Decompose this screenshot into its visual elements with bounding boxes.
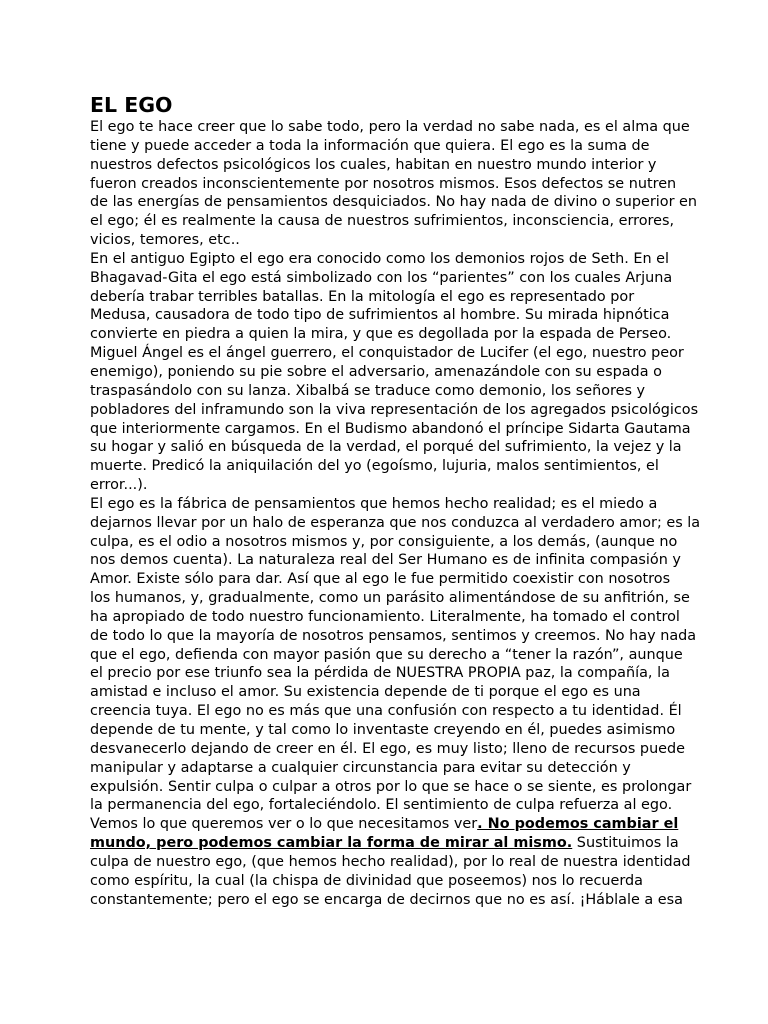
text-line: culpa, es el odio a nosotros mismos y, por consiguiente, a los demás, (aunque no — [90, 533, 678, 550]
text-line: En el antiguo Egipto el ego era conocido como los demonios rojos de Seth. En el — [90, 250, 670, 267]
plain-text: Vemos lo que queremos ver o lo que necesitamos ver — [90, 816, 478, 833]
mixed-emphasis-line — [90, 815, 690, 834]
text-line: Medusa, causadora de todo tipo de sufrimientos al hombre. Su mirada hipnótica — [90, 307, 670, 324]
text-line: vicios, temores, etc.. — [90, 232, 240, 249]
text-line: traspasándolo con su lanza. Xibalbá se traduce como demonio, los señores y — [90, 382, 646, 399]
text-line: constantemente; pero el ego se encarga de decirnos que no es así. ¡Háblale a esa — [90, 891, 683, 908]
text-line: pobladores del inframundo son la viva representación de los agregados psicológicos — [90, 401, 699, 418]
text-line: dejarnos llevar por un halo de esperanza que nos conduzca al verdadero amor; es la — [90, 514, 701, 531]
text-line: los humanos, y, gradualmente, como un parásito alimentándose de su anfitrión, se — [90, 590, 690, 607]
text-line: expulsión. Sentir culpa o culpar a otros por lo que se hace o se siente, es prolongar — [90, 778, 692, 795]
document-page — [90, 93, 701, 909]
text-line: fueron creados inconscientemente por nosotros mismos. Esos defectos se nutren — [90, 175, 677, 192]
text-line: que el ego, defienda con mayor pasión que su derecho a “tener la razón”, aunque — [90, 646, 683, 663]
emphasized-text: . No podemos cambiar el — [477, 816, 679, 833]
text-line: nos demos cuenta). La naturaleza real del Ser Humano es de infinita compasión y — [90, 552, 681, 569]
paragraph-2 — [90, 250, 699, 495]
text-line: que interiormente cargamos. En el Budismo abandonó el príncipe Sidarta Gautama — [90, 420, 691, 437]
text-line: tiene y puede acceder a toda la información que quiera. El ego es la suma de — [90, 137, 650, 154]
text-line: convierte en piedra a quien la mira, y que es degollada por la espada de Perseo. — [90, 326, 672, 343]
text-line: error...). — [90, 477, 148, 494]
text-line: de todo lo que la mayoría de nosotros pensamos, sentimos y creemos. No hay nada — [90, 627, 697, 644]
text-line: amistad e incluso el amor. Su existencia depende de ti porque el ego es una — [90, 684, 641, 701]
text-line: Bhagavad-Gita el ego está simbolizado con los “parientes” con los cuales Arjuna — [90, 269, 673, 286]
text-line: desvanecerlo dejando de creer en él. El ego, es muy listo; lleno de recursos puede — [90, 740, 686, 757]
text-line: enemigo), poniendo su pie sobre el adversario, amenazándole con su espada o — [90, 363, 662, 380]
text-line: creencia tuya. El ego no es más que una confusión con respecto a tu identidad. Él — [90, 703, 682, 720]
text-line: como espíritu, la cual (la chispa de divinidad que poseemos) nos lo recuerda — [90, 872, 643, 889]
text-line: Amor. Existe sólo para dar. Así que al ego le fue permitido coexistir con nosotros — [90, 571, 671, 588]
text-line: nuestros defectos psicológicos los cuales, habitan en nuestro mundo interior y — [90, 156, 657, 173]
text-line: su hogar y salió en búsqueda de la verdad, el porqué del sufrimiento, la vejez y la — [90, 439, 682, 456]
mixed-emphasis-line — [90, 834, 690, 853]
text-line: El ego es la fábrica de pensamientos que hemos hecho realidad; es el miedo a — [90, 495, 658, 512]
text-line: el ego; él es realmente la causa de nuestros sufrimientos, inconsciencia, errores, — [90, 213, 675, 230]
text-line: Miguel Ángel es el ángel guerrero, el conquistador de Lucifer (el ego, nuestro peor — [90, 345, 684, 362]
paragraph-1 — [90, 118, 698, 250]
text-line: depende de tu mente, y tal como lo inventaste creyendo en él, puedes asimismo — [90, 722, 676, 738]
text-line: la permanencia del ego, fortaleciéndolo. El sentimiento de culpa refuerza al ego. — [90, 797, 673, 814]
text-line: muerte. Predicó la aniquilación del yo (egoísmo, lujuria, malos sentimientos, el — [90, 458, 659, 475]
text-line: ha apropiado de todo nuestro funcionamiento. Literalmente, ha tomado el control — [90, 608, 680, 625]
text-line: manipular y adaptarse a cualquier circunstancia para evitar su detección y — [90, 759, 631, 776]
text-line: debería trabar terribles batallas. En la mitología el ego es representado por — [90, 288, 635, 305]
emphasized-text: mundo, pero podemos cambiar la forma de mirar al mismo. — [90, 835, 573, 852]
paragraph-3 — [90, 495, 701, 910]
text-line: de las energías de pensamientos desquiciados. No hay nada de divino o superior en — [90, 194, 698, 211]
text-line: El ego te hace creer que lo sabe todo, pero la verdad no sabe nada, es el alma que — [90, 119, 690, 135]
text-line: el precio por ese triunfo sea la pérdida de NUESTRA PROPIA paz, la compañía, la — [90, 665, 670, 682]
text-line: culpa de nuestro ego, (que hemos hecho realidad), por lo real de nuestra identidad — [90, 853, 691, 870]
document-title: EL EGO — [90, 93, 173, 117]
plain-text: Sustituimos la — [572, 835, 679, 852]
